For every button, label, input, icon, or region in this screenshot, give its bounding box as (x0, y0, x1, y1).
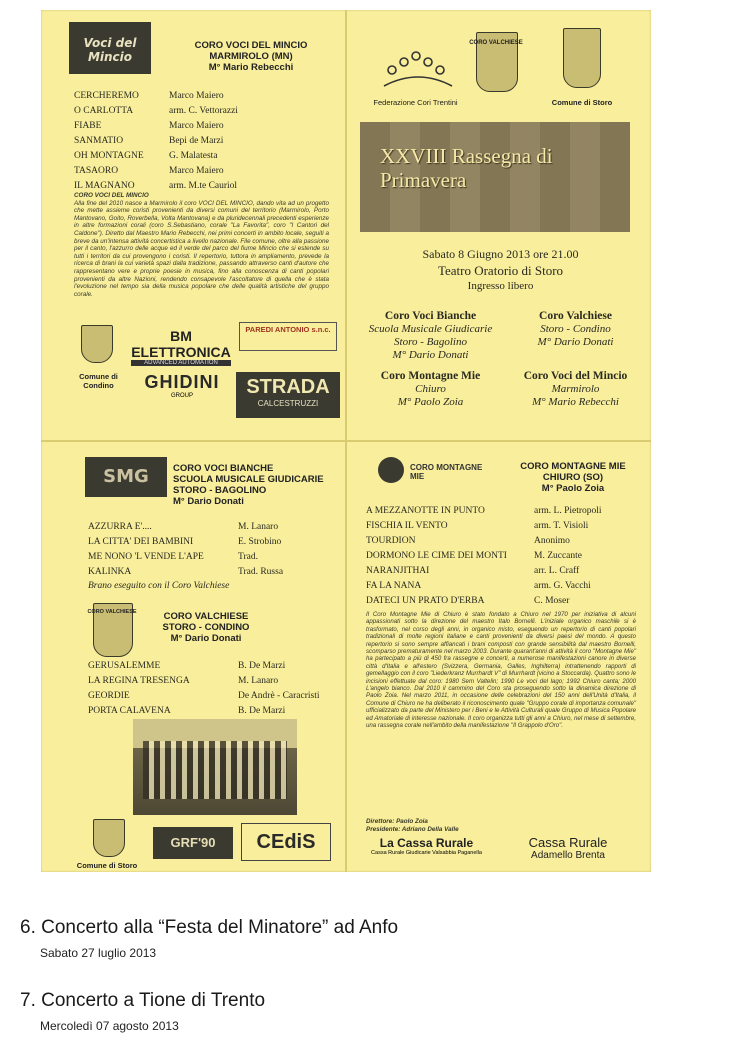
voci-del-mincio-logo: Voci del Mincio (69, 22, 151, 74)
song-row (74, 103, 238, 118)
cassa-rurale-giudicarie-logo: La Cassa Rurale Cassa Rurale Giudicarie Valsabbia Paganella (371, 836, 482, 856)
song-title: DATECI UN PRATO D'ERBA (366, 595, 485, 606)
song-row (88, 534, 283, 549)
song-author: De Andrè - Caracristi (238, 690, 320, 701)
song-author: C. Moser (534, 595, 570, 606)
panel-cover (348, 10, 651, 439)
federazione-logo-icon (378, 38, 458, 90)
program-sheet (41, 10, 651, 872)
song-title: KALINKA (88, 566, 132, 577)
panel-montagne-mie (348, 443, 651, 872)
song-title: LA REGINA TRESENGA (88, 675, 190, 686)
song-title: PORTA CALAVENA (88, 705, 171, 716)
song-title: TOURDION (366, 535, 416, 546)
panel-voci-bianche-valchiese (41, 443, 344, 872)
song-title: FIABE (74, 120, 102, 131)
event-6-date: Sabato 27 luglio 2013 (40, 946, 157, 960)
choir-header: CORO VOCI DEL MINCIO MARMIROLO (MN) M° Mario Rebecchi (194, 40, 308, 73)
event-7-heading: 7. Concerto a Tione di Trento (20, 990, 266, 1011)
song-author: M. Lanaro (238, 521, 279, 532)
song-title: GERUSALEMME (88, 660, 161, 671)
choir-valchiese: Coro Valchiese Storo - Condino M° Dario Donati (537, 310, 614, 348)
event-venue: Teatro Oratorio di Storo (437, 263, 564, 278)
director-line: Direttore: Paolo Zoia (366, 818, 428, 825)
event-entry: Ingresso libero (467, 280, 534, 292)
paredi-antonio-logo: PAREDI ANTONIO s.n.c. (239, 322, 337, 351)
song-title: ME NONO 'L VENDE L'APE (88, 551, 204, 562)
song-author: Marco Maiero (169, 90, 224, 101)
song-row (74, 133, 238, 148)
valchiese-badge-label: CORO VALCHIESE (469, 40, 523, 46)
song-row (366, 533, 602, 548)
song-row (88, 549, 283, 564)
song-row (366, 518, 602, 533)
song-row (88, 658, 320, 673)
song-row (88, 564, 283, 579)
song-author: arm. L. Pietropoli (534, 505, 602, 516)
panel-voci-del-mincio (41, 10, 344, 439)
comune-storo-label: Comune di Storo (76, 861, 138, 870)
bm-elettronica-logo: BM ELETTRONICA ADVANCED AUTOMATION (131, 328, 231, 366)
song-title: NARANJITHAI (366, 565, 430, 576)
song-author: Marco Maiero (169, 120, 224, 131)
song-author: Trad. (238, 551, 258, 562)
song-title: LA CITTA' DEI BAMBINI (88, 536, 194, 547)
song-title: A MEZZANOTTE IN PUNTO (366, 505, 485, 516)
song-author: arm. G. Vacchi (534, 580, 591, 591)
mountain-icon (378, 457, 404, 483)
song-title: IL MAGNANO (74, 180, 135, 191)
valchiese-header: CORO VALCHIESE STORO - CONDINO M° Dario Donati (162, 611, 250, 644)
montagne-mie-logo: CORO MONTAGNE MIE (378, 457, 498, 483)
song-row (88, 703, 320, 718)
song-title: CERCHEREMO (74, 90, 139, 101)
song-row (74, 118, 238, 133)
song-author: M. Zuccante (534, 550, 583, 561)
song-author: E. Strobino (238, 536, 282, 547)
song-title: FA LA NANA (366, 580, 422, 591)
montagne-mie-description: Il Coro Montagne Mie di Chiuro è stato fondato a Chiuro nel 1970 per iniziativa di alcuni appassionati sotto la direzione del maestro Italo Bornelli. L'iniziale organico maschile si è trasformato, nel corso degli anni, in organico misto, eseguendo un repertorio di canti popolari tradizionali di molte regioni italiane e canti provenienti da diversi paesi del mondo. A questo repertorio si sono sempre affiancati i brani composti con grande sensibilità dal maestro Bornelli, scomparso prematuramente nel marzo 2003. Durante quarant'anni di attività il coro "Montagne Mie" ha partecipato a più di 450 fra rassegne e concerti, a numerose manifestazioni canore in diverse città d'Italia e all'estero (Svizzera, Germania, Galles, Inghilterra) intrattenendo rapporti di gemellaggio con il coro "Liederkranz Murrhardt V" di Murrhardt (vicino a Stoccarda). Quattro sono le incisioni effettuate dal coro: 1980 Sem Valtelin; 1990 Le voci del lago; 1992 Chiuro canta; 2000 L'angelo bianco. Dal 2010 il cammino del Coro sta proseguendo sotto la dinamica direzione di Paolo Zoia. Nel marzo 2011, in occasione delle celebrazioni del 150 anni dell'Unità d'Italia, il Comune di Chiuro ne ha deliberato il riconoscimento quale "Gruppo corale di importanza comunale" ufficializzato da parte del Ministero per i Beni e le Attività Culturali quale Gruppo di Musica Popolare ed Amatoriale di interesse nazionale. Il coro organizza tutti gli anni a Chiuro, nel mese di settembre, una rassegna corale nell'ambito della manifestazione "Il Grappolo d'Oro". (366, 611, 636, 730)
strada-logo: STRADA CALCESTRUZZI (236, 372, 340, 418)
song-row (74, 163, 238, 178)
choir-description: CORO VOCI DEL MINCIO Alla fine del 2010 nasce a Marmirolo il coro VOCI DEL MINCIO, dando vita ad un progetto che mette assieme coristi provenienti da diversi comuni del territorio (Marmirolo, Porto Mantovano, Goito, Roverbella, Volta Mantovana) e da pluridecennali precedenti esperienze in altre formazioni corali (coro S.Sebastiano, corale "La Favorita", coro "I Cantori del Caldone"). Diretto dal Maestro Mario Rebecchi, nei primi concerti in ambito locale, seguiti a breve da un'intensa attività concertistica a livello nazionale. File comune, oltre alla passione per il canto, l'azzurro delle acque ed il verde del parco del fiume Mincio che si estende su tutti i territori da cui provengono i coristi. Il repertorio, tuttora in ampliamento, prevede la ricerca di brani la cui varietà spazi dalla tradizione, passando attraverso canti d'autore che rappresentano vere e proprie poesie in musica, fino alla conoscenza di canti popolari provenienti da altre Nazioni, rendendo consapevole l'ascoltatore di quella che è stata l'evoluzione nel tempo sia della musica popolare che delle qualità artistiche del gruppo corale. (74, 192, 329, 298)
montagne-mie-song-list (366, 503, 602, 608)
song-title: SANMATIO (74, 135, 124, 146)
voci-bianche-song-list (88, 519, 283, 579)
fold-line-horizontal (41, 440, 651, 442)
song-row (88, 688, 320, 703)
event-banner (360, 122, 630, 232)
choir-montagne-mie: Coro Montagne Mie Chiuro M° Paolo Zoia (380, 370, 481, 408)
song-row (366, 563, 602, 578)
song-author: arm. T. Visioli (534, 520, 589, 531)
song-row (366, 578, 602, 593)
storo-crest-icon (563, 28, 601, 88)
grf90-logo: GRF'90 (153, 827, 233, 859)
song-author: G. Malatesta (169, 150, 218, 161)
smg-logo: SMG (85, 457, 167, 497)
song-author: B. De Marzi (238, 660, 286, 671)
event-7-date: Mercoledì 07 agosto 2013 (40, 1019, 179, 1033)
cassa-rurale-adamello-logo: Cassa Rurale Adamello Brenta (528, 835, 608, 861)
song-row (366, 593, 602, 608)
song-author: arr. L. Craff (534, 565, 580, 576)
valchiese-song-list (88, 658, 320, 718)
song-row (74, 148, 238, 163)
song-title: AZZURRA E'.... (88, 521, 152, 532)
comune-storo-label: Comune di Storo (551, 98, 613, 107)
song-author: Bepi de Marzi (169, 135, 224, 146)
song-row (366, 548, 602, 563)
song-title: OH MONTAGNE (74, 150, 144, 161)
storo-crest-icon (93, 819, 125, 857)
valchiese-badge-label: CORO VALCHIESE (87, 609, 137, 615)
song-author: arm. C. Vettorazzi (169, 105, 238, 116)
condino-crest-icon (81, 325, 113, 363)
song-author: Anonimo (534, 535, 570, 546)
event-6-heading: 6. Concerto alla “Festa del Minatore” ad Anfo (20, 917, 399, 938)
cedis-logo: CEdiS (241, 823, 331, 861)
song-row (366, 503, 602, 518)
song-author: Trad. Russa (238, 566, 284, 577)
voci-bianche-header: CORO VOCI BIANCHE SCUOLA MUSICALE GIUDICARIE STORO - BAGOLINO M° Dario Donati (173, 463, 324, 507)
song-row (88, 519, 283, 534)
song-row (74, 88, 238, 103)
president-line: Presidente: Adriano Della Valle (366, 826, 459, 833)
song-author: M. Lanaro (238, 675, 279, 686)
song-title: O CARLOTTA (74, 105, 134, 116)
song-list (74, 88, 238, 193)
federazione-label: Federazione Cori Trentini (373, 98, 458, 107)
song-row (88, 673, 320, 688)
song-row (74, 178, 238, 193)
choir-photo (133, 719, 297, 815)
song-title: GEORDIE (88, 690, 130, 701)
event-title: XXVIII Rassegna di Primavera (380, 144, 553, 192)
song-author: arm. M.te Cauriol (169, 180, 238, 191)
event-date: Sabato 8 Giugno 2013 ore 21.00 (422, 247, 579, 261)
choir-voci-bianche: Coro Voci Bianche Scuola Musicale Giudicarie Storo - Bagolino M° Dario Donati (368, 310, 493, 361)
song-title: DORMONO LE CIME DEI MONTI (366, 550, 507, 561)
song-author: B. De Marzi (238, 705, 286, 716)
song-author: Marco Maiero (169, 165, 224, 176)
montagne-mie-header: CORO MONTAGNE MIE CHIURO (SO) M° Paolo Zoia (520, 461, 626, 494)
song-title: TASAORO (74, 165, 119, 176)
song-title: FISCHIA IL VENTO (366, 520, 448, 531)
choir-voci-del-mincio: Coro Voci del Mincio Marmirolo M° Mario Rebecchi (523, 370, 628, 408)
ghidini-logo: GHIDINI GROUP (144, 372, 220, 399)
comune-condino-label: Comune di Condino (79, 372, 118, 390)
song-note: Brano eseguito con il Coro Valchiese (88, 581, 230, 591)
